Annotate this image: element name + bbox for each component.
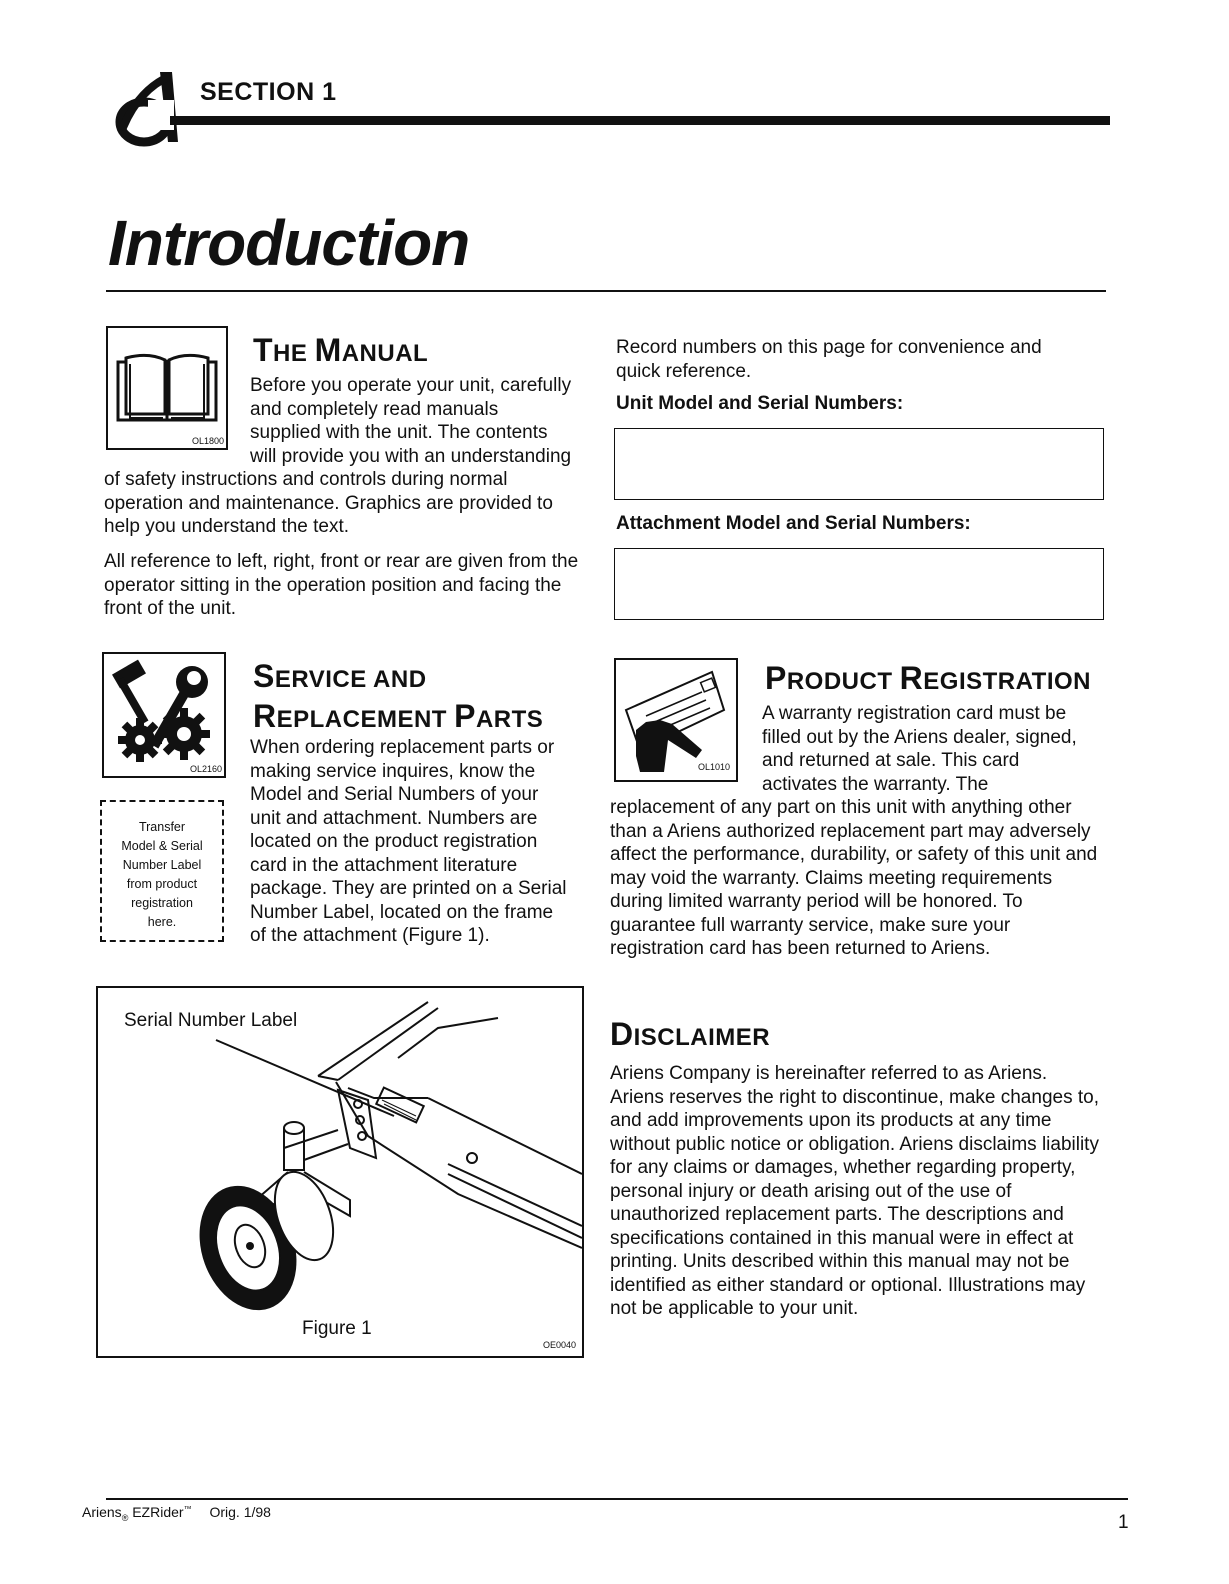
manual-line: supplied with the unit. The contents (250, 422, 548, 443)
transfer-line: Transfer (138, 820, 186, 834)
tools-gears-icon (104, 654, 224, 776)
manual-heading: THE MANUAL (253, 332, 429, 368)
figure-code: OE0040 (542, 1340, 576, 1350)
page-title: Introduction (108, 207, 470, 279)
attachment-numbers-label: Attachment Model and Serial Numbers: (616, 513, 971, 534)
footer-product: Ariens$_®$ EZRider™ Orig. 1/98 (82, 1504, 271, 1523)
transfer-line: Number Label (122, 858, 202, 872)
registration-icon-code: OL1010 (697, 762, 730, 772)
transfer-line: Model & Serial (121, 839, 203, 853)
manual-paragraph-reference: All reference to left, right, front or rear are given from the operator sitting in the operation position and facing the front of the unit. (104, 551, 579, 619)
service-line: unit and attachment. Numbers are (250, 807, 538, 829)
registration-paragraph-rest: replacement of any part on this unit with anything other than a Ariens authorized replacement part may adversely affect the performance, durability, or safety of this unit and may void the warranty. Claims meeting requirements during limited warranty period will be honored. To guarantee full warranty service, make sure your registration card has been returned to Ariens. (610, 797, 1098, 959)
unit-numbers-label: Unit Model and Serial Numbers: (616, 393, 904, 414)
transfer-line: from product (126, 877, 198, 891)
service-line: located on the product registration (250, 831, 538, 852)
service-icon-box (102, 652, 226, 778)
service-line: card in the attachment literature (250, 854, 518, 876)
service-body (250, 736, 595, 948)
registration-icon-box (614, 658, 738, 782)
manual-line: Before you operate your unit, carefully (250, 375, 572, 396)
registration-heading: PRODUCT REGISTRATION (765, 660, 1092, 696)
manual-line: will provide you with an understanding (250, 445, 572, 467)
manual-intro (250, 374, 595, 468)
section-label: SECTION 1 (200, 78, 337, 106)
manual-paragraph-rest: of safety instructions and controls during normal operation and maintenance. Graphics are provided to help you understand the text. (104, 469, 553, 537)
registration-line: filled out by the Ariens dealer, signed, (762, 726, 1077, 748)
section-logo (108, 70, 194, 148)
page-number: 1 (1118, 1512, 1129, 1533)
service-heading: SERVICE AND REPLACEMENT PARTS (253, 658, 544, 734)
unit-numbers-field[interactable] (614, 428, 1104, 500)
figure-caption: Figure 1 (302, 1318, 372, 1339)
footer-rule (106, 1498, 1128, 1500)
transfer-label-placeholder (100, 800, 224, 942)
service-line: Model and Serial Numbers of your (250, 784, 539, 805)
book-icon (108, 334, 226, 434)
disclaimer-body: Ariens Company is hereinafter referred to as Ariens. Ariens reserves the right to discontinue, make changes to, and add improvements upon its products at any time without public notice or obligation. Ariens disclaims liability for any claims or damages, whether regarding property, personal injury or death arising out of the use of unauthorized replacement parts. The descriptions and specifications contained in this manual were in effect at printing. Units described within this manual may not be identified as either standard or optional. Illustrations may not be applicable to your unit. (610, 1063, 1099, 1319)
section-rule (170, 116, 1110, 125)
service-line: When ordering replacement parts or (250, 737, 555, 758)
registration-line: and returned at sale. This card (762, 750, 1020, 771)
attachment-numbers-field[interactable] (614, 548, 1104, 620)
registration-line: A warranty registration card must be (762, 703, 1067, 724)
service-line: Number Label, located on the frame (250, 901, 554, 923)
deck-wheel-illustration (98, 988, 582, 1356)
registration-intro (762, 702, 1112, 796)
manual-icon-box (106, 326, 228, 450)
figure-1-box (96, 986, 584, 1358)
serial-label-callout: Serial Number Label (124, 1010, 298, 1031)
service-line: of the attachment (Figure 1). (250, 925, 490, 946)
service-line: package. They are printed on a Serial (250, 878, 567, 899)
service-icon-code: OL2160 (189, 764, 222, 774)
registration-line: activates the warranty. The (762, 773, 989, 795)
service-line: making service inquires, know the (250, 760, 536, 782)
record-intro: Record numbers on this page for convenience and quick reference. (616, 337, 1042, 382)
manual-line: and completely read manuals (250, 398, 499, 420)
manual-icon-code: OL1800 (191, 436, 224, 446)
transfer-line: here. (147, 915, 177, 929)
title-rule (106, 290, 1106, 292)
disclaimer-heading: DISCLAIMER (610, 1016, 771, 1052)
transfer-line: registration (131, 896, 193, 910)
